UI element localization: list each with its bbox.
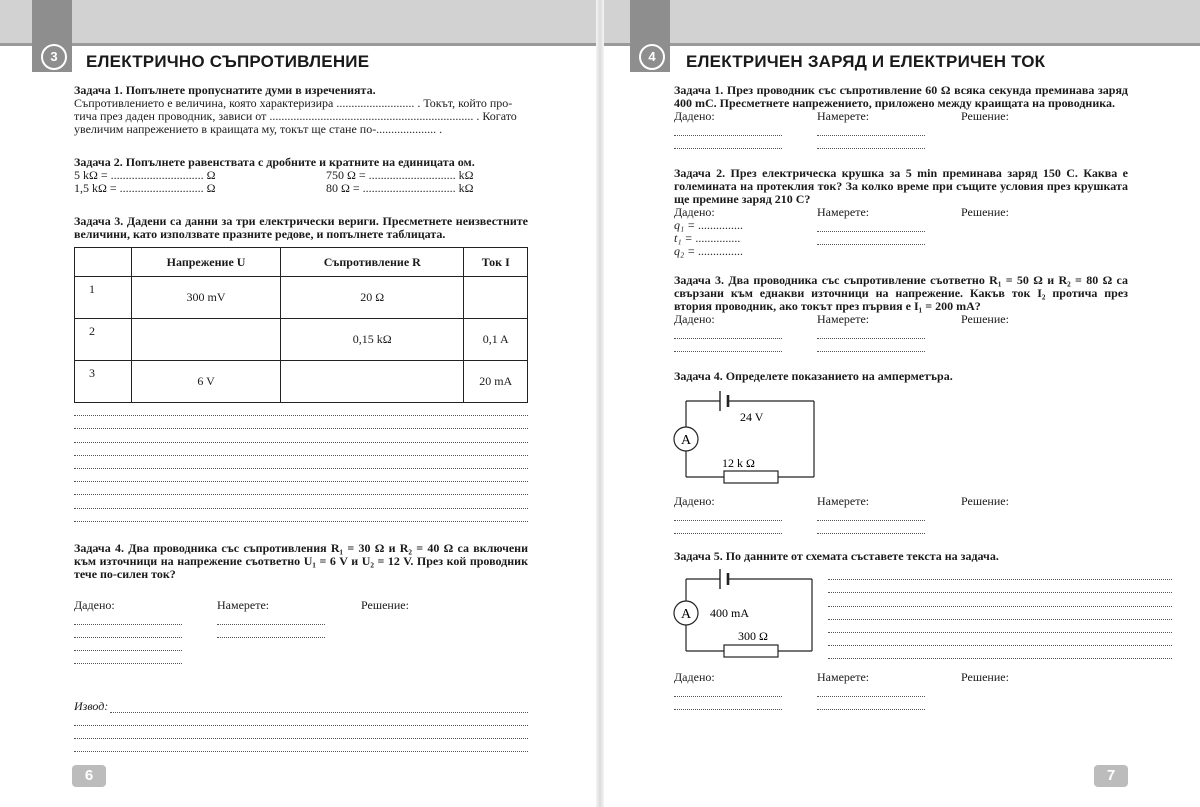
table-header: Ток I [464,248,528,277]
table-cell: 6 V [132,361,281,403]
answer-line [828,567,1172,580]
task-4 [674,370,1128,534]
answer-line [674,123,782,136]
answer-line [817,136,925,149]
solution-fields [674,495,1128,534]
table-header [75,248,132,277]
answer-line [828,620,1172,633]
answer-line [828,593,1172,606]
task-title: Задача 1. Попълнете пропуснатите думи в изреченията. [74,83,376,97]
solution-fields [74,599,528,664]
resistor [724,471,778,483]
equation: 1,5 kΩ = ............................ Ω [74,181,216,195]
task-title: Задача 3. Дадени са данни за три електрически вериги. Пресметнете неизвестните величини, като използвате празните редове, и попълнете таблицата. [74,214,528,241]
right-content [674,84,1128,710]
answer-line [74,612,182,625]
lesson-number-badge: 4 [639,44,665,70]
task-3 [74,215,528,522]
current-label: 400 mA [710,606,749,620]
solution-label: Решение: [961,312,1009,326]
voltage-label: 24 V [740,410,764,424]
equation: 750 Ω = ............................. kΩ [326,168,474,182]
answer-line [74,443,528,456]
answer-line [817,326,925,339]
solution-label: Решение: [361,597,409,612]
resistor [724,645,778,657]
solution-fields [674,206,1128,258]
answer-line [74,456,528,469]
answer-line [74,495,528,508]
task-title: Задача 4. Два проводника със съпротивления R₁ = 30 Ω и R₂ = 40 Ω са включени към източници на напрежение съответно U₁ = 6 V и U₂ = 12 V. През кой проводник тече по-силен ток? [74,540,528,581]
page-number: 6 [72,765,106,787]
answer-line [674,697,782,710]
answer-line [674,326,782,339]
table-cell: 2 [75,319,132,361]
solution-fields [674,313,1128,352]
answer-line [74,416,528,429]
answer-line [674,339,782,352]
conclusion [74,700,528,753]
answer-line [74,482,528,495]
table-cell: 1 [75,277,132,319]
task-title: Задача 2. Попълнете равенствата с дробните и кратните на единицата ом. [74,155,475,169]
answer-line [674,508,782,521]
find-label: Намерете: [817,205,870,219]
resistance-label: 300 Ω [738,629,768,643]
answer-line [817,219,925,232]
task-3 [674,274,1128,352]
task-1 [74,84,528,136]
answer-line [817,697,925,710]
answer-line [74,713,528,726]
page-title: ЕЛЕКТРИЧНО СЪПРОТИВЛЕНИЕ [86,52,370,71]
equation: 5 kΩ = ............................... Ω [74,168,216,182]
ammeter-symbol: A [680,433,692,448]
answer-line [217,612,325,625]
task-text-line: Съпротивлението е величина, която характеризира .......................... . Токът, който про- [74,96,513,110]
given-label: Дадено: [674,205,715,219]
task-2 [74,156,528,195]
task-2 [674,167,1128,258]
table-header-row [75,248,528,277]
answer-line [674,136,782,149]
task-4 [74,542,528,664]
answer-line [74,625,182,638]
table-cell: 300 mV [132,277,281,319]
task-text-line: увеличим напрежението в краищата му, токът ще стане по-.................... . [74,122,443,136]
answer-line [817,339,925,352]
find-label: Намерете: [817,312,870,326]
conclusion-label: Извод: [74,698,109,713]
answer-line [74,509,528,522]
task-title: Задача 4. Определете показанието на амперметъра. [674,369,953,383]
solution-fields [674,671,1128,710]
given-value: q₁ = ............... [674,218,744,232]
answer-line [74,403,528,416]
task-text-line: тича през даден проводник, зависи от .................................................................... . Когато [74,109,517,123]
header-band [0,0,600,46]
table-cell: 0,1 A [464,319,528,361]
solution-label: Решение: [961,109,1009,123]
ammeter-symbol: A [680,607,692,622]
header-band [600,0,1200,46]
table-cell [281,361,464,403]
given-label: Дадено: [674,312,715,326]
given-value: q₂ = ............... [674,244,744,258]
given-label: Дадено: [674,494,715,508]
table-header: Напрежение U [132,248,281,277]
answer-line [74,638,182,651]
answer-line [74,739,528,752]
task-title: Задача 2. През електрическа крушка за 5 min преминава заряд 150 С. Каква е големината на протеклия ток? За колко време при същите условия през крушката ще премине заряд 210 С? [674,166,1128,206]
answer-line [828,607,1172,620]
table-cell: 0,15 kΩ [281,319,464,361]
answer-line [817,232,925,245]
answer-line [110,701,528,713]
table-row [75,277,528,319]
find-label: Намерете: [817,494,870,508]
circuit-diagram [656,389,816,489]
find-label: Намерете: [817,109,870,123]
task-title: Задача 5. По данните от схемата съставете текста на задача. [674,549,999,563]
answer-line [828,646,1172,659]
circuit-diagram [656,567,816,663]
answer-line [817,521,925,534]
answer-line [74,726,528,739]
page-title: ЕЛЕКТРИЧЕН ЗАРЯД И ЕЛЕКТРИЧЕН ТОК [686,52,1046,71]
find-label: Намерете: [217,597,270,612]
solution-label: Решение: [961,670,1009,684]
table-cell: 20 Ω [281,277,464,319]
answer-line [828,580,1172,593]
task-title: Задача 3. Два проводника със съпротивление съответно R₁ = 50 Ω и R₂ = 80 Ω са свързани към еднакви източници на напрежение. Какъв ток I₂ протича през втория проводник, ако токът през първия е I₁ = 200 mA? [674,273,1128,313]
left-content [74,84,528,752]
answer-line [817,123,925,136]
answer-line [674,684,782,697]
task-1 [674,84,1128,149]
given-label: Дадено: [74,597,115,612]
answer-line [74,469,528,482]
answer-line [74,651,182,664]
answer-line [674,521,782,534]
answer-line [74,429,528,442]
data-table [74,247,528,403]
task-5 [674,550,1128,710]
find-label: Намерете: [817,670,870,684]
given-value: t₁ = ............... [674,231,741,245]
book-gutter [596,0,604,807]
table-cell: 20 mA [464,361,528,403]
answer-lines [74,403,528,522]
lesson-number-badge: 3 [41,44,67,70]
solution-label: Решение: [961,494,1009,508]
table-cell [132,319,281,361]
table-row [75,361,528,403]
table-header: Съпротивление R [281,248,464,277]
resistance-label: 12 k Ω [722,456,755,470]
page-number: 7 [1094,765,1128,787]
right-page [600,0,1200,807]
table-cell: 3 [75,361,132,403]
solution-fields [674,110,1128,149]
answer-lines [828,567,1172,663]
answer-line [217,625,325,638]
answer-line [828,633,1172,646]
task-title: Задача 1. През проводник със съпротивление 60 Ω всяка секунда преминава заряд 400 mC. Пресметнете напрежението, приложено между краищата на проводника. [674,83,1128,110]
given-label: Дадено: [674,670,715,684]
answer-line [817,684,925,697]
table-row [75,319,528,361]
given-label: Дадено: [674,109,715,123]
table-cell [464,277,528,319]
solution-label: Решение: [961,205,1009,219]
equation: 80 Ω = ............................... kΩ [326,181,474,195]
answer-line [817,508,925,521]
